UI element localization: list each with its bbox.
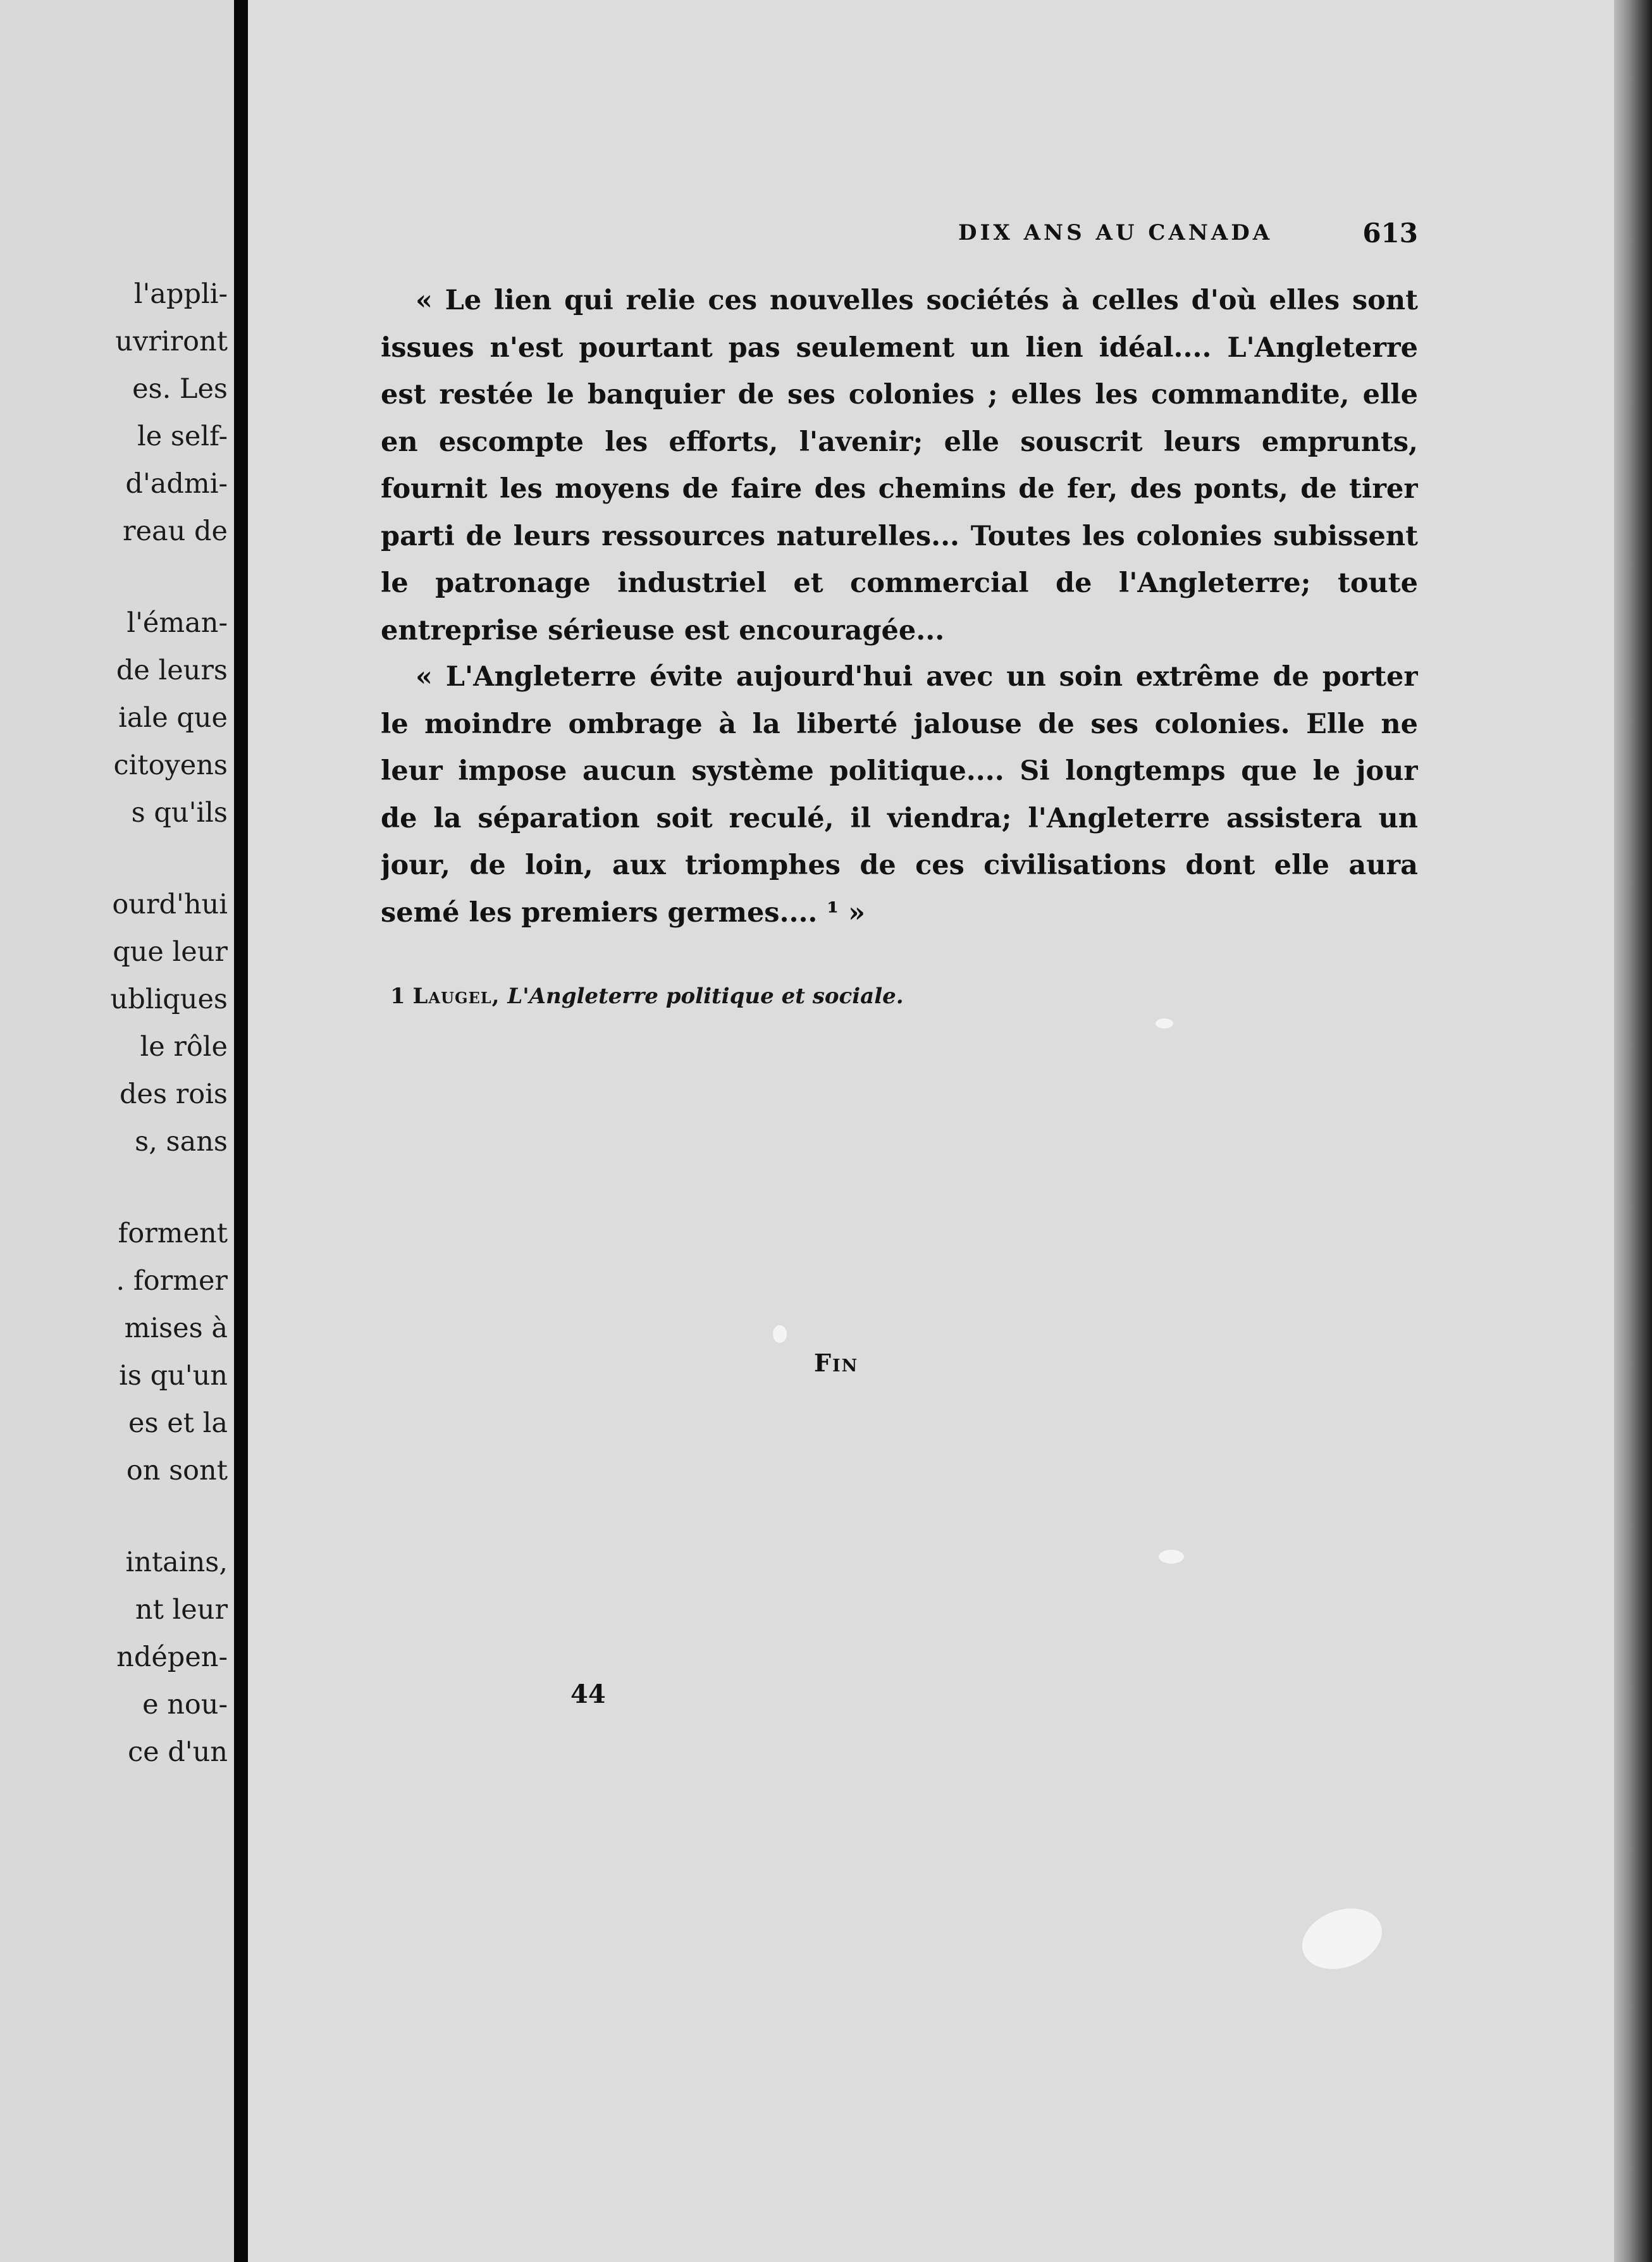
text-line: en escompte les efforts, l'avenir; elle souscrit leurs emprunts, bbox=[381, 426, 1418, 458]
previous-page-line: l'éman- bbox=[126, 607, 228, 639]
text-line: fournit les moyens de faire des chemins de fer, des ponts, de tirer bbox=[381, 473, 1418, 505]
text-line: le patronage industriel et commercial de l'Angleterre; toute bbox=[381, 567, 1418, 599]
previous-page-line: reau de bbox=[123, 516, 228, 547]
footnote-work: L'Angleterre politique et sociale. bbox=[507, 984, 904, 1009]
previous-page-line: . former bbox=[116, 1265, 228, 1297]
previous-page-line: citoyens bbox=[113, 750, 228, 781]
running-title: DIX ANS AU CANADA bbox=[958, 220, 1273, 245]
previous-page-line: le self- bbox=[137, 421, 228, 452]
previous-page-line: s qu'ils bbox=[131, 797, 228, 829]
previous-page-line: de leurs bbox=[116, 655, 228, 686]
previous-page-line: nt leur bbox=[135, 1594, 228, 1626]
previous-page-line: le rôle bbox=[140, 1031, 228, 1063]
text-line: jour, de loin, aux triomphes de ces civilisations dont elle aura bbox=[381, 850, 1418, 881]
previous-page-line: ubliques bbox=[110, 984, 228, 1015]
paper-blemish bbox=[1159, 1550, 1184, 1564]
previous-page-fragment bbox=[0, 0, 234, 2262]
previous-page-line: s, sans bbox=[135, 1126, 228, 1158]
previous-page-line: l'appli- bbox=[133, 278, 228, 310]
previous-page-line: uvriront bbox=[115, 326, 228, 357]
paper-blemish bbox=[1294, 1898, 1391, 1979]
book-spine bbox=[234, 0, 248, 2262]
paragraph-quote-2 bbox=[381, 653, 1418, 936]
paragraph-quote-1 bbox=[381, 277, 1418, 654]
signature-mark: 44 bbox=[570, 1679, 606, 1709]
previous-page-line: des rois bbox=[120, 1078, 228, 1110]
previous-page-line: intains, bbox=[125, 1547, 228, 1578]
previous-page-line: d'admi- bbox=[125, 468, 228, 500]
previous-page-line: es. Les bbox=[132, 373, 228, 405]
previous-page-line: ndépen- bbox=[116, 1641, 228, 1673]
footnote-marker: 1 bbox=[390, 984, 405, 1009]
text-line: issues n'est pourtant pas seulement un lien idéal.... L'Angleterre bbox=[381, 331, 1418, 364]
previous-page-line: ce d'un bbox=[128, 1736, 228, 1768]
text-line: leur impose aucun système politique.... Si longtemps que le jour bbox=[381, 755, 1418, 787]
previous-page-line: ourd'hui bbox=[112, 889, 228, 920]
page-number: 613 bbox=[1362, 218, 1418, 249]
paper-blemish bbox=[773, 1325, 787, 1343]
text-line: semé les premiers germes.... ¹ » bbox=[381, 896, 866, 929]
text-line: « Le lien qui relie ces nouvelles sociétés à celles d'où elles sont bbox=[416, 285, 1418, 316]
text-line: « L'Angleterre évite aujourd'hui avec un soin extrême de porter bbox=[416, 661, 1418, 693]
previous-page-line: forment bbox=[118, 1218, 228, 1249]
previous-page-line: mises à bbox=[124, 1313, 228, 1344]
text-line: parti de leurs ressources naturelles... Toutes les colonies subissent bbox=[381, 520, 1418, 552]
text-line: est restée le banquier de ses colonies ; elles les commandite, elle bbox=[381, 379, 1418, 411]
page-613 bbox=[248, 0, 1614, 2262]
text-line: entreprise sérieuse est encouragée... bbox=[381, 614, 945, 646]
previous-page-line: on sont bbox=[126, 1455, 228, 1486]
footnote bbox=[390, 984, 904, 1009]
page-edge-shadow bbox=[1614, 0, 1652, 2262]
running-head bbox=[381, 220, 1418, 258]
paper-blemish bbox=[1156, 1018, 1173, 1029]
text-line: de la séparation soit reculé, il viendra; l'Angleterre assistera un bbox=[381, 802, 1418, 834]
previous-page-line: is qu'un bbox=[119, 1360, 228, 1392]
previous-page-line: es et la bbox=[128, 1407, 228, 1439]
footnote-author: Laugel, bbox=[412, 984, 500, 1009]
previous-page-line: e nou- bbox=[142, 1689, 228, 1721]
previous-page-line: iale que bbox=[118, 702, 228, 734]
previous-page-line: que leur bbox=[113, 936, 228, 968]
text-line: le moindre ombrage à la liberté jalouse de ses colonies. Elle ne bbox=[381, 708, 1418, 740]
fin-mark: Fin bbox=[814, 1349, 859, 1377]
